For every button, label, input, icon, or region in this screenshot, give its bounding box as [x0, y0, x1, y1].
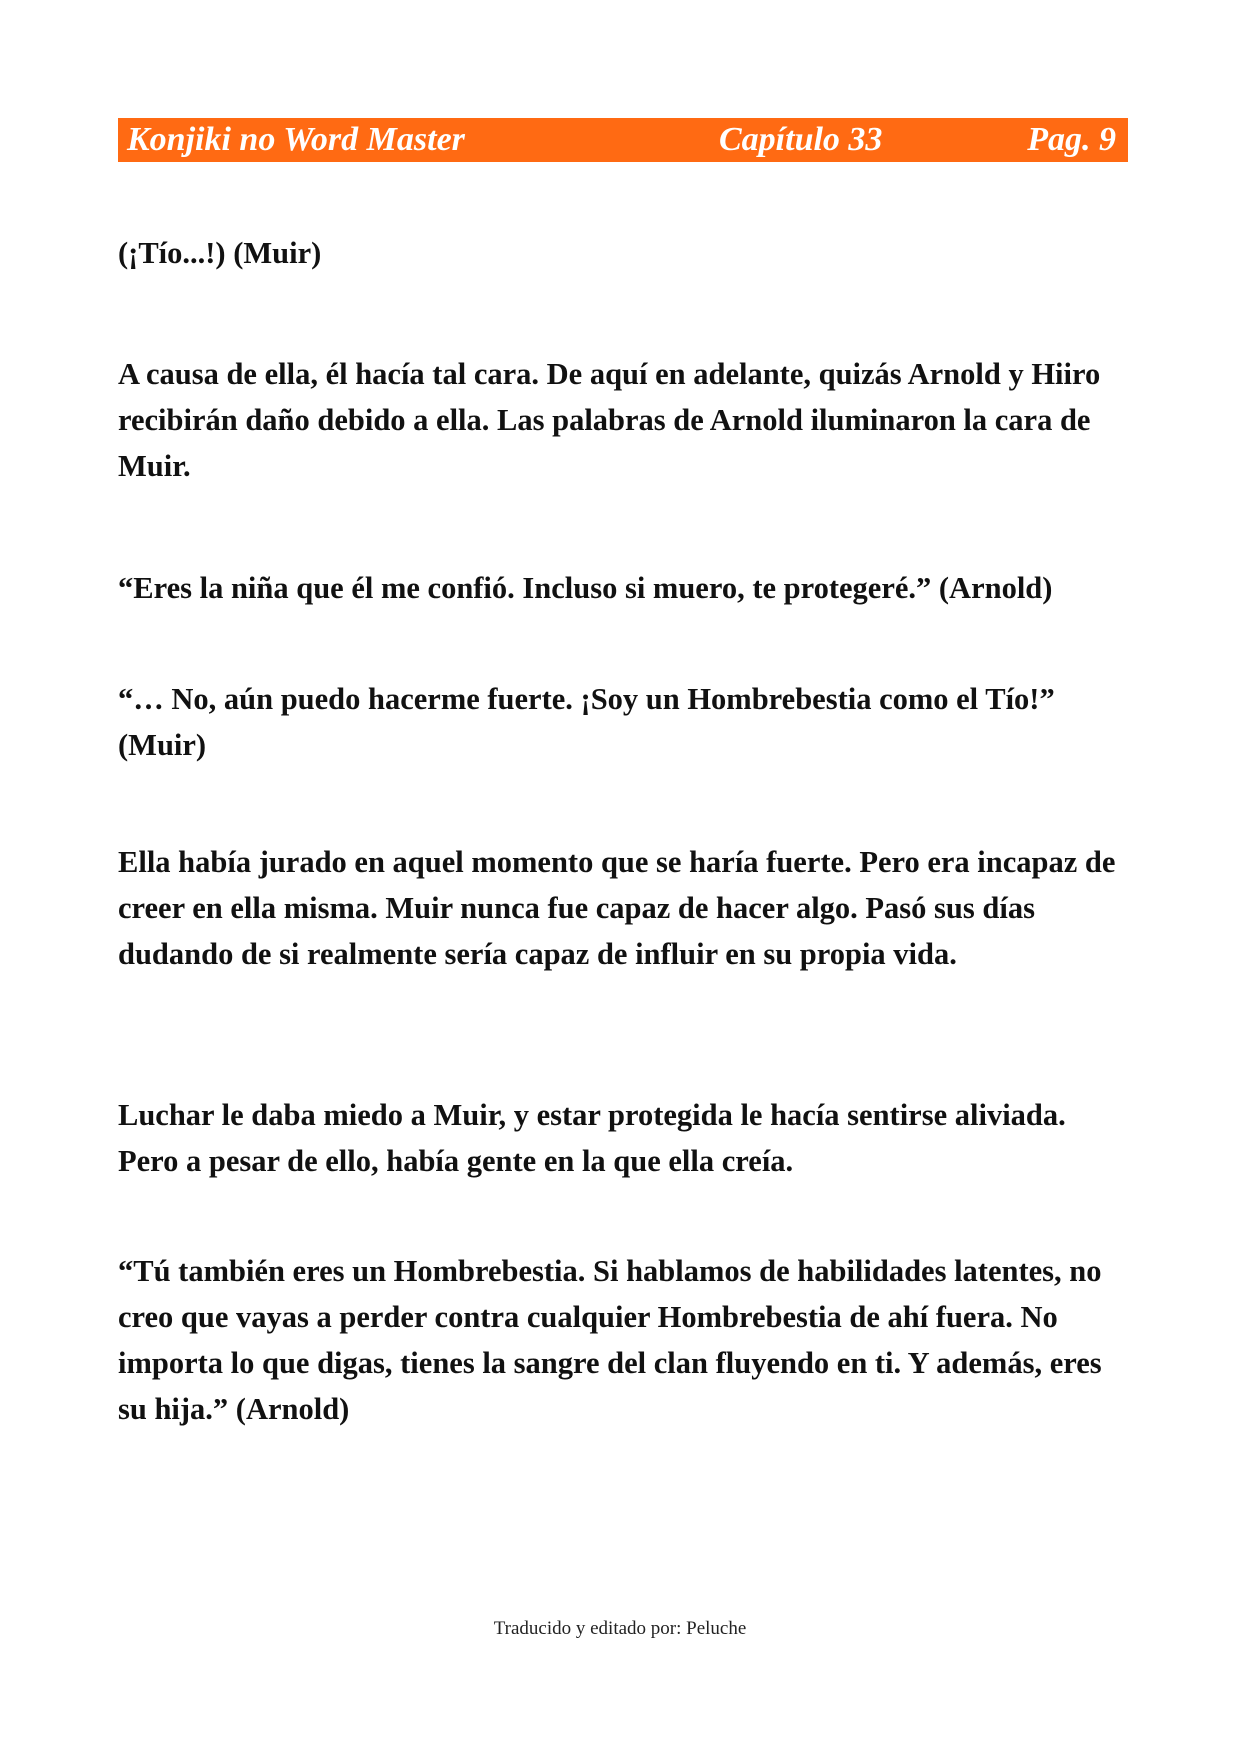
paragraph: Ella había jurado en aquel momento que se haría fuerte. Pero era incapaz de creer en ella misma. Muir nunca fue capaz de hacer algo. Pasó sus días dudando de si realmente sería capaz de influir en su propia vida. [118, 845, 1116, 971]
footer-credit: Traducido y editado por: Peluche [493, 1618, 747, 1639]
paragraph: “Eres la niña que él me confió. Incluso si muero, te protegeré.” (Arnold) [118, 571, 1053, 605]
paragraph: (¡Tío...!) (Muir) [118, 236, 322, 270]
header-page-number: Pag. 9 [1027, 121, 1116, 158]
paragraph: “Tú también eres un Hombrebestia. Si hablamos de habilidades latentes, no creo que vayas a perder contra cualquier Hombrebestia de ahí fuera. No importa lo que digas, tienes la sangre del clan fluyendo en ti. Y además, eres su hija.” (Arnold) [118, 1254, 1102, 1426]
header-title: Konjiki no Word Master [127, 121, 465, 158]
paragraph: Luchar le daba miedo a Muir, y estar protegida le hacía sentirse aliviada. Pero a pesar de ello, había gente en la que ella creía. [118, 1098, 1066, 1178]
paragraph: A causa de ella, él hacía tal cara. De aquí en adelante, quizás Arnold y Hiiro recibirán daño debido a ella. Las palabras de Arnold iluminaron la cara de Muir. [118, 357, 1101, 483]
header-chapter: Capítulo 33 [719, 121, 883, 158]
paragraph: “… No, aún puedo hacerme fuerte. ¡Soy un Hombrebestia como el Tío!” (Muir) [118, 682, 1055, 762]
page-header [118, 118, 1128, 162]
